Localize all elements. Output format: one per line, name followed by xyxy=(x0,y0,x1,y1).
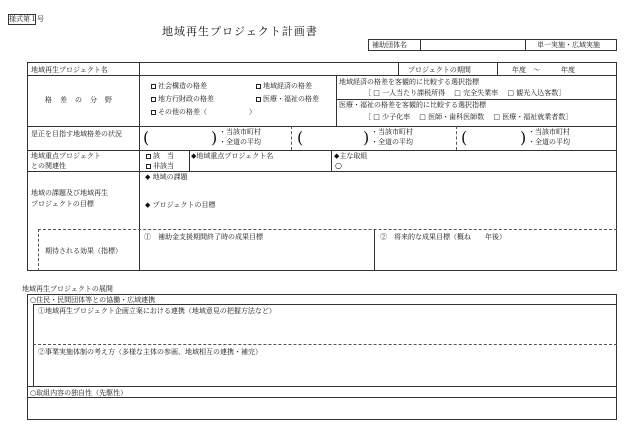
goal-item: ◆ プロジェクトの目標 xyxy=(145,201,216,209)
disparity-option-economy[interactable]: 地域経済の格差 xyxy=(256,83,312,90)
disparity-option-medical[interactable]: 医療・福祉の格差 xyxy=(256,96,319,103)
issues-label-2: プロジェクトの目標 xyxy=(31,200,94,208)
checkbox-icon xyxy=(146,164,151,169)
priority-applicable[interactable]: 該 当 xyxy=(146,153,174,160)
priority-project-name-label: ◆地域重点プロジェクト名 xyxy=(191,152,274,160)
status-local-label: ・当該市町村 xyxy=(219,128,261,136)
econ-indicator-options[interactable]: ［ □ 一人当たり課税所得 □ 完全失業率 □ 観光入込客数］ xyxy=(364,89,566,97)
medical-indicator-title: 医療・福祉の格差を客観的に比較する選択指標 xyxy=(339,101,486,109)
checkbox-icon xyxy=(256,84,261,89)
disparity-label: 格 差 の 分 野 xyxy=(45,96,113,104)
circle-icon: ○ xyxy=(335,161,342,170)
effects-label: 期待される効果（指標） xyxy=(45,247,122,255)
period-label: プロジェクトの期間 xyxy=(408,66,471,74)
checkbox-icon xyxy=(256,97,261,102)
checkbox-icon xyxy=(151,97,156,102)
disparity-option-other[interactable]: その他の格差（ ） xyxy=(151,109,256,116)
effects-item-1: ① 補助金支援期間終了時の成果目標 xyxy=(144,233,263,241)
disparity-option-finance[interactable]: 地方行財政の格差 xyxy=(151,96,214,103)
development-heading: 地域再生プロジェクトの展開 xyxy=(22,285,113,293)
issue-item: ◆ 地域の課題 xyxy=(145,173,188,181)
applicant-label: 補助団体名 xyxy=(372,41,407,49)
issues-label-1: 地域の課題及び地域再生 xyxy=(31,189,108,197)
page-title: 地域再生プロジェクト計画書 xyxy=(162,25,318,38)
status-avg-label: ・全道の平均 xyxy=(528,138,570,146)
status-avg-label: ・全道の平均 xyxy=(219,138,261,146)
period-value: 年度 〜 年度 xyxy=(512,66,575,74)
implementation-mode: 単一実施・広域実施 xyxy=(537,41,600,49)
status-local-label: ・当該市町村 xyxy=(528,128,570,136)
priority-label-1: 地域重点プロジェクト xyxy=(31,152,101,160)
form-number: 様式第１号 xyxy=(9,15,44,23)
econ-indicator-title: 地域経済の格差を客観的に比較する選択指標 xyxy=(339,78,479,86)
status-value-bracket[interactable]: ( xyxy=(297,128,304,147)
development-sub-1: ①地域再生プロジェクト企画立案における連携（地域意見の把握方法など） xyxy=(38,307,276,315)
effects-item-2: ② 将来的な成果目標（概ね 年後） xyxy=(380,233,506,241)
status-local-label: ・当該市町村 xyxy=(371,128,413,136)
medical-indicator-options[interactable]: ［ □ 少子化率 □ 医師・歯科医師数 □ 医療・福祉就業者数］ xyxy=(364,113,573,121)
development-section-2: ○取組内容の独自性（先駆性） xyxy=(30,389,128,397)
priority-main-initiatives-label: ◆主な取組 xyxy=(334,152,368,160)
disparity-option-social[interactable]: 社会構造の格差 xyxy=(151,83,207,90)
status-value-bracket[interactable]: ( xyxy=(143,128,150,147)
development-sub-2: ②事業実施体制の考え方（多様な主体の参画、地域相互の連携・補完） xyxy=(38,348,262,356)
checkbox-icon xyxy=(151,84,156,89)
status-value-bracket[interactable]: ( xyxy=(461,128,468,147)
development-section-1: ○住民・民間団体等との協働・広域連携 xyxy=(30,296,156,304)
priority-not-applicable[interactable]: 非該当 xyxy=(146,163,174,170)
priority-label-2: との関連性 xyxy=(31,162,66,170)
target-status-label: 是正を目指す地域格差の状況 xyxy=(31,130,122,138)
project-name-label: 地域再生プロジェクト名 xyxy=(31,66,108,74)
checkbox-icon xyxy=(146,154,151,159)
status-avg-label: ・全道の平均 xyxy=(371,138,413,146)
checkbox-icon xyxy=(151,110,156,115)
